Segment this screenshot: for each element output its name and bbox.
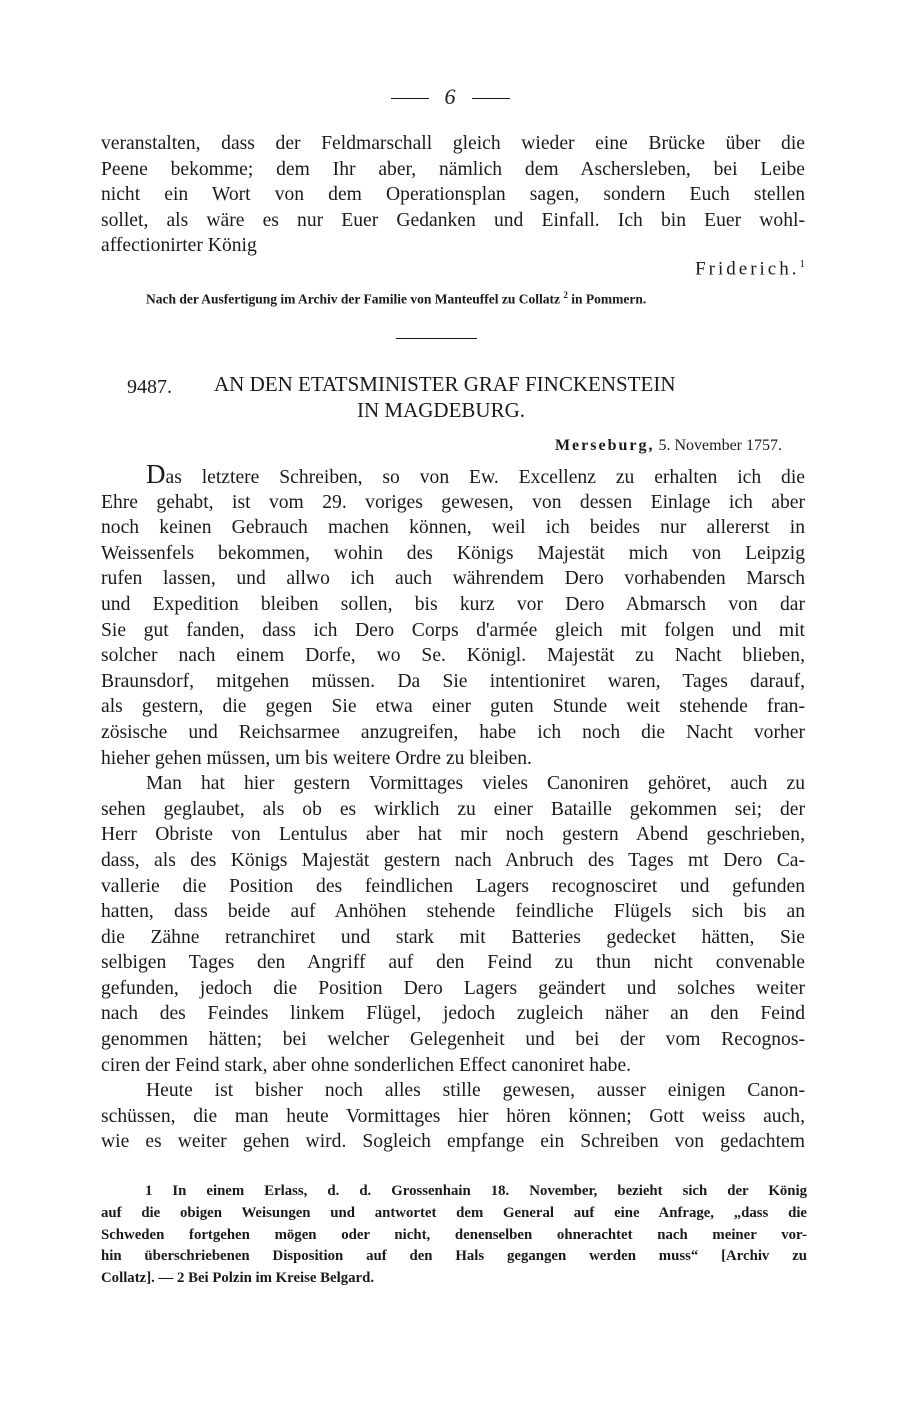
text-line: und Expedition bleiben sollen, bis kurz vor Dero Abmarsch von dar <box>101 593 805 615</box>
text-line: Braunsdorf, mitgehen müssen. Da Sie intentioniret waren, Tages darauf, <box>101 670 805 692</box>
footnote-line: Collatz]. — 2 Bei Polzin im Kreise Belgard. <box>101 1270 375 1287</box>
text-line: selbigen Tages den Angriff auf den Feind zu thun nicht convenable <box>101 952 805 974</box>
footnote-line: Schweden fortgehen mögen oder nicht, denenselben ohnerachtet nach meiner vor- <box>101 1226 807 1243</box>
text-line: hatten, dass beide auf Anhöhen stehende feindliche Flügels sich bis an <box>101 901 805 923</box>
text-line: solcher nach einem Dorfe, wo Se. Königl. Majestät zu Nacht blieben, <box>101 645 805 667</box>
dateline-date: 5. November 1757. <box>658 437 782 454</box>
text-line: wie es weiter gehen wird. Sogleich empfange ein Schreiben von gedachtem <box>101 1131 805 1153</box>
document-number: 9487. <box>127 376 172 398</box>
page-number-dash-right <box>472 98 510 99</box>
dateline <box>555 437 782 455</box>
text-line: schüssen, die man heute Vormittages hier hören können; Gott weiss auch, <box>101 1105 805 1127</box>
dateline-place: Merseburg, <box>554 437 655 454</box>
letter-continuation <box>101 131 805 259</box>
text-line: Herr Obriste von Lentulus aber hat mir noch gestern Abend geschrieben, <box>101 824 805 846</box>
body-text <box>101 459 805 1155</box>
text-line: noch keinen Gebrauch machen können, weil ich beides nur allererst in <box>101 517 805 539</box>
text-line: dass, als des Königs Majestät gestern nach Anbruch des Tages mt Dero Ca- <box>101 849 805 871</box>
text-line: affectionirter König <box>101 235 257 257</box>
footnotes <box>101 1181 807 1290</box>
text-line: sehen geglaubet, als ob es wirklich zu einer Bataille gekommen sei; der <box>101 798 805 820</box>
source-note-text: Nach der Ausfertigung im Archiv der Familie von Manteuffel zu Collatz <box>146 291 560 307</box>
text-line: veranstalten, dass der Feldmarschall gleich wieder eine Brücke über die <box>101 133 805 154</box>
text-line: die Zähne retranchiret und stark mit Batteries gedecket hätten, Sie <box>101 926 805 948</box>
footnote-line: auf die obigen Weisungen und antwortet dem General auf eine Anfrage, „dass die <box>101 1204 807 1221</box>
text-line: nach des Feindes linkem Flügel, jedoch zugleich näher an den Feind <box>101 1003 805 1025</box>
signature <box>695 258 805 280</box>
text-line: gefunden, jedoch die Position Dero Lagers geändert und solches weiter <box>101 977 805 999</box>
footnote-line: 1 In einem Erlass, d. d. Grossenhain 18. November, bezieht sich der König <box>145 1183 807 1199</box>
text-line: Peene bekomme; dem Ihr aber, nämlich dem Aschersleben, bei Leibe <box>101 158 805 180</box>
text-line: Sie gut fanden, dass ich Dero Corps d'armée gleich mit folgen und mit <box>101 619 805 641</box>
section-divider <box>396 338 477 339</box>
footnote-line: hin überschriebenen Disposition auf den Hals gegangen werden muss“ [Archiv zu <box>101 1248 807 1265</box>
page-number-dash-left <box>391 98 429 99</box>
text-line: Man hat hier gestern Vormittages vieles Canoniren gehöret, auch zu <box>146 773 805 795</box>
footnote-marker: 2 <box>563 290 568 300</box>
page-number-value: 6 <box>444 84 456 109</box>
text-line: nicht ein Wort von dem Operationsplan sagen, sondern Euch stellen <box>101 184 805 206</box>
text-line: Weissenfels bekommen, wohin des Königs Majestät mich von Leipzig <box>101 542 805 564</box>
text-line: sollet, als wäre es nur Euer Gedanken und Einfall. Ich bin Euer wohl- <box>101 209 805 231</box>
text-line: genommen hätten; bei welcher Gelegenheit und bei der vom Recognos- <box>101 1029 805 1051</box>
text-line-rest: as letztere Schreiben, so von Ew. Excellenz zu erhalten ich die <box>165 467 805 488</box>
text-line: hieher gehen müssen, um bis weitere Ordre zu bleiben. <box>101 747 532 769</box>
page-number <box>0 84 900 110</box>
text-line: als gestern, die gegen Sie etwa einer guten Stunde weit stehende fran- <box>101 696 805 718</box>
text-line <box>101 459 805 490</box>
footnote-marker: 1 <box>799 258 805 270</box>
text-line: Heute ist bisher noch alles stille gewesen, ausser einigen Canon- <box>146 1080 805 1102</box>
text-line: zösische und Reichsarmee anzugreifen, habe ich noch die Nacht vorher <box>101 721 805 743</box>
text-line: rufen lassen, und allwo ich auch währendem Dero vorhabenden Marsch <box>101 568 805 590</box>
source-note <box>146 290 646 308</box>
drop-cap: D <box>146 459 166 489</box>
text-line: vallerie die Position des feindlichen Lagers recognosciret und gefunden <box>101 875 805 897</box>
text-line: Ehre gehabt, ist vom 29. voriges gewesen, von dessen Einlage ich aber <box>101 491 805 513</box>
signature-name: Friderich. <box>695 258 800 280</box>
document-heading-line2: IN MAGDEBURG. <box>357 398 525 422</box>
text-line: ciren der Feind stark, aber ohne sonderlichen Effect canoniret habe. <box>101 1054 632 1076</box>
source-note-text-end: in Pommern. <box>571 291 647 307</box>
document-heading: AN DEN ETATSMINISTER GRAF FINCKENSTEIN <box>214 372 676 396</box>
